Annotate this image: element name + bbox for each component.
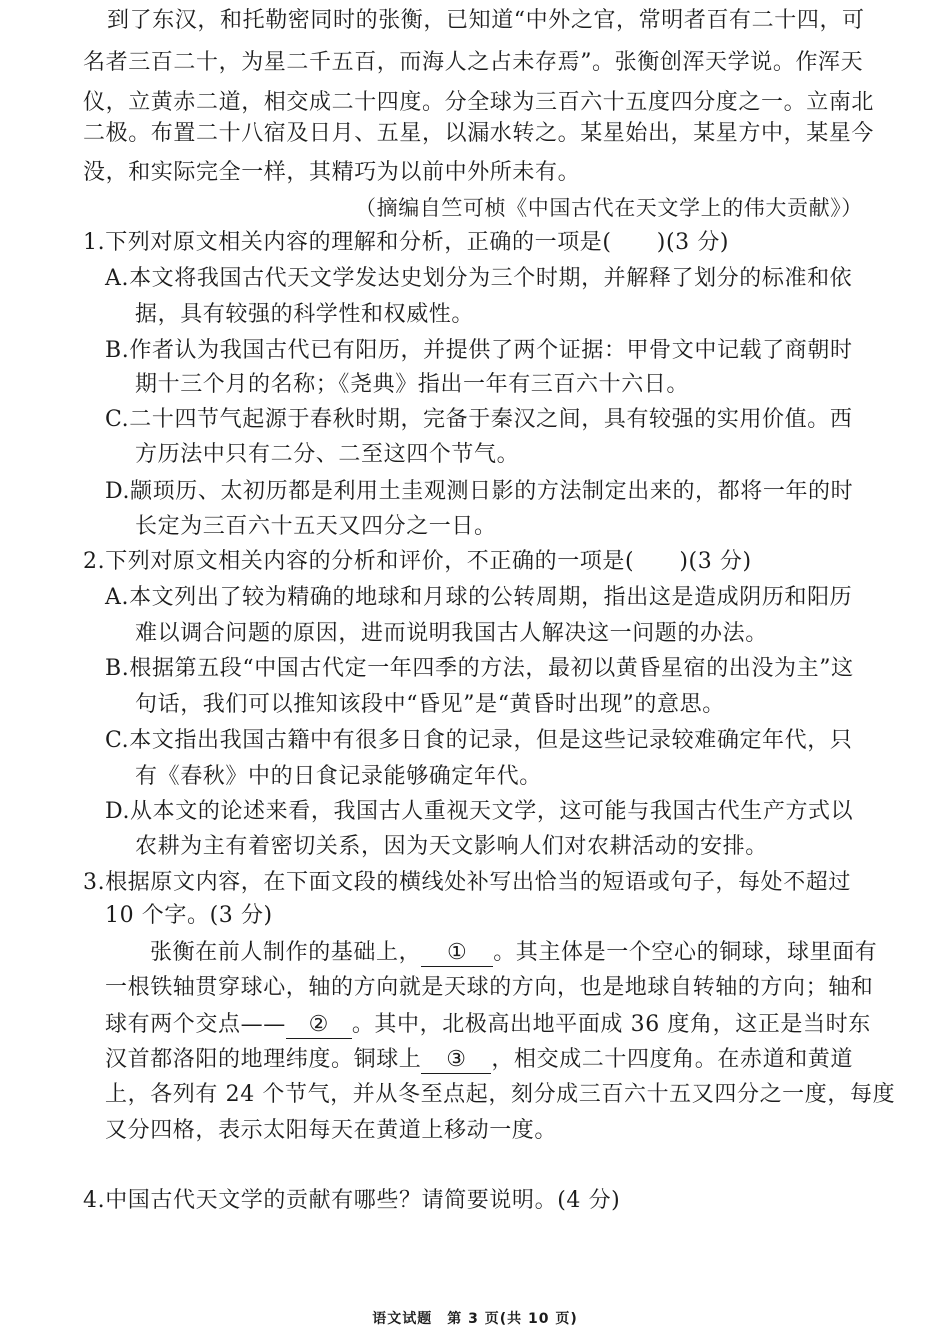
answer-blank-3[interactable]: ③: [421, 1047, 491, 1074]
passage-source: （摘编自竺可桢《中国古代在天文学上的伟大贡献》）: [355, 196, 863, 220]
question-2-option-b-line-1: B.根据第五段“中国古代定一年四季的方法，最初以黄昏星宿的出没为主”这: [105, 656, 854, 681]
question-3-para-line-2: 一根铁轴贯穿球心，轴的方向就是天球的方向，也是地球自转轴的方向；轴和: [105, 975, 874, 1000]
question-4-stem: 4.中国古代天文学的贡献有哪些？请简要说明。(4 分): [83, 1188, 621, 1213]
question-1-option-c-line-1: C.二十四节气起源于春秋时期，完备于秦汉之间，具有较强的实用价值。西: [105, 407, 853, 432]
question-3-para-line-1: [150, 938, 877, 968]
page-footer: 语文试题 第 3 页(共 10 页): [372, 1311, 578, 1327]
para-text: 汉首都洛阳的地理纬度。铜球上: [105, 1047, 422, 1072]
question-2-option-c-line-1: C.本文指出我国古籍中有很多日食的记录，但是这些记录较难确定年代，只: [105, 728, 853, 753]
question-1-option-a-line-2: 据，具有较强的科学性和权威性。: [135, 302, 475, 327]
para-text: 。其中，北极高出地平面成 36 度角，这正是当时东: [351, 1012, 871, 1037]
question-1-option-b-line-1: B.作者认为我国古代已有阳历，并提供了两个证据：甲骨文中记载了商朝时: [105, 338, 853, 363]
question-3-stem-line-1: 3.根据原文内容，在下面文段的横线处补写出恰当的短语或句子，每处不超过: [83, 870, 851, 895]
question-1-option-d-line-1: D.颛顼历、太初历都是利用土圭观测日影的方法制定出来的，都将一年的时: [105, 479, 854, 504]
passage-line-2: 名者三百二十，为星二千五百，而海人之占未存焉”。张衡创浑天学说。作浑天: [83, 50, 864, 75]
question-1-stem: 1.下列对原文相关内容的理解和分析，正确的一项是( )(3 分): [83, 230, 730, 255]
question-2-option-a-line-1: A.本文列出了较为精确的地球和月球的公转周期，指出这是造成阴历和阳历: [105, 585, 853, 610]
question-3-stem-line-2: 10 个字。(3 分): [105, 903, 273, 928]
passage-line-1: 到了东汉，和托勒密同时的张衡，已知道“中外之官，常明者百有二十四，可: [107, 8, 865, 33]
para-text: 。其主体是一个空心的铜球，球里面有: [493, 940, 878, 965]
passage-line-3: 仪，立黄赤二道，相交成二十四度。分全球为三百六十五度四分度之一。立南北: [83, 90, 875, 115]
question-2-option-d-line-1: D.从本文的论述来看，我国古人重视天文学，这可能与我国古代生产方式以: [105, 799, 854, 824]
question-3-para-line-6: 又分四格，表示太阳每天在黄道上移动一度。: [105, 1118, 558, 1143]
para-text: 张衡在前人制作的基础上，: [150, 940, 422, 965]
question-1-option-b-line-2: 期十三个月的名称；《尧典》指出一年有三百六十六日。: [135, 372, 690, 397]
question-1-option-c-line-2: 方历法中只有二分、二至这四个节气。: [135, 442, 520, 467]
para-text: 球有两个交点——: [105, 1012, 286, 1037]
question-2-option-d-line-2: 农耕为主有着密切关系，因为天文影响人们对农耕活动的安排。: [135, 834, 768, 859]
question-2-option-c-line-2: 有《春秋》中的日食记录能够确定年代。: [135, 764, 542, 789]
passage-line-4: 二极。布置二十八宿及日月、五星，以漏水转之。某星始出，某星方中，某星今: [83, 121, 875, 146]
question-1-option-a-line-1: A.本文将我国古代天文学发达史划分为三个时期，并解释了划分的标准和依: [105, 266, 853, 291]
question-3-para-line-5: 上，各列有 24 个节气，并从冬至点起，刻分成三百六十五又四分之一度，每度: [105, 1082, 896, 1107]
answer-blank-2[interactable]: ②: [286, 1012, 352, 1039]
question-3-para-line-4: [105, 1045, 853, 1075]
question-3-para-line-3: [105, 1010, 871, 1040]
answer-blank-1[interactable]: ①: [421, 940, 493, 967]
question-2-option-a-line-2: 难以调合问题的原因，进而说明我国古人解决这一问题的办法。: [135, 621, 768, 646]
question-2-option-b-line-2: 句话，我们可以推知该段中“昏见”是“黄昏时出现”的意思。: [135, 692, 725, 717]
passage-line-5: 没，和实际完全一样，其精巧为以前中外所未有。: [83, 160, 581, 185]
para-text: ，相交成二十四度角。在赤道和黄道: [491, 1047, 854, 1072]
question-1-option-d-line-2: 长定为三百六十五天又四分之一日。: [135, 514, 497, 539]
question-2-stem: 2.下列对原文相关内容的分析和评价，不正确的一项是( )(3 分): [83, 549, 752, 574]
